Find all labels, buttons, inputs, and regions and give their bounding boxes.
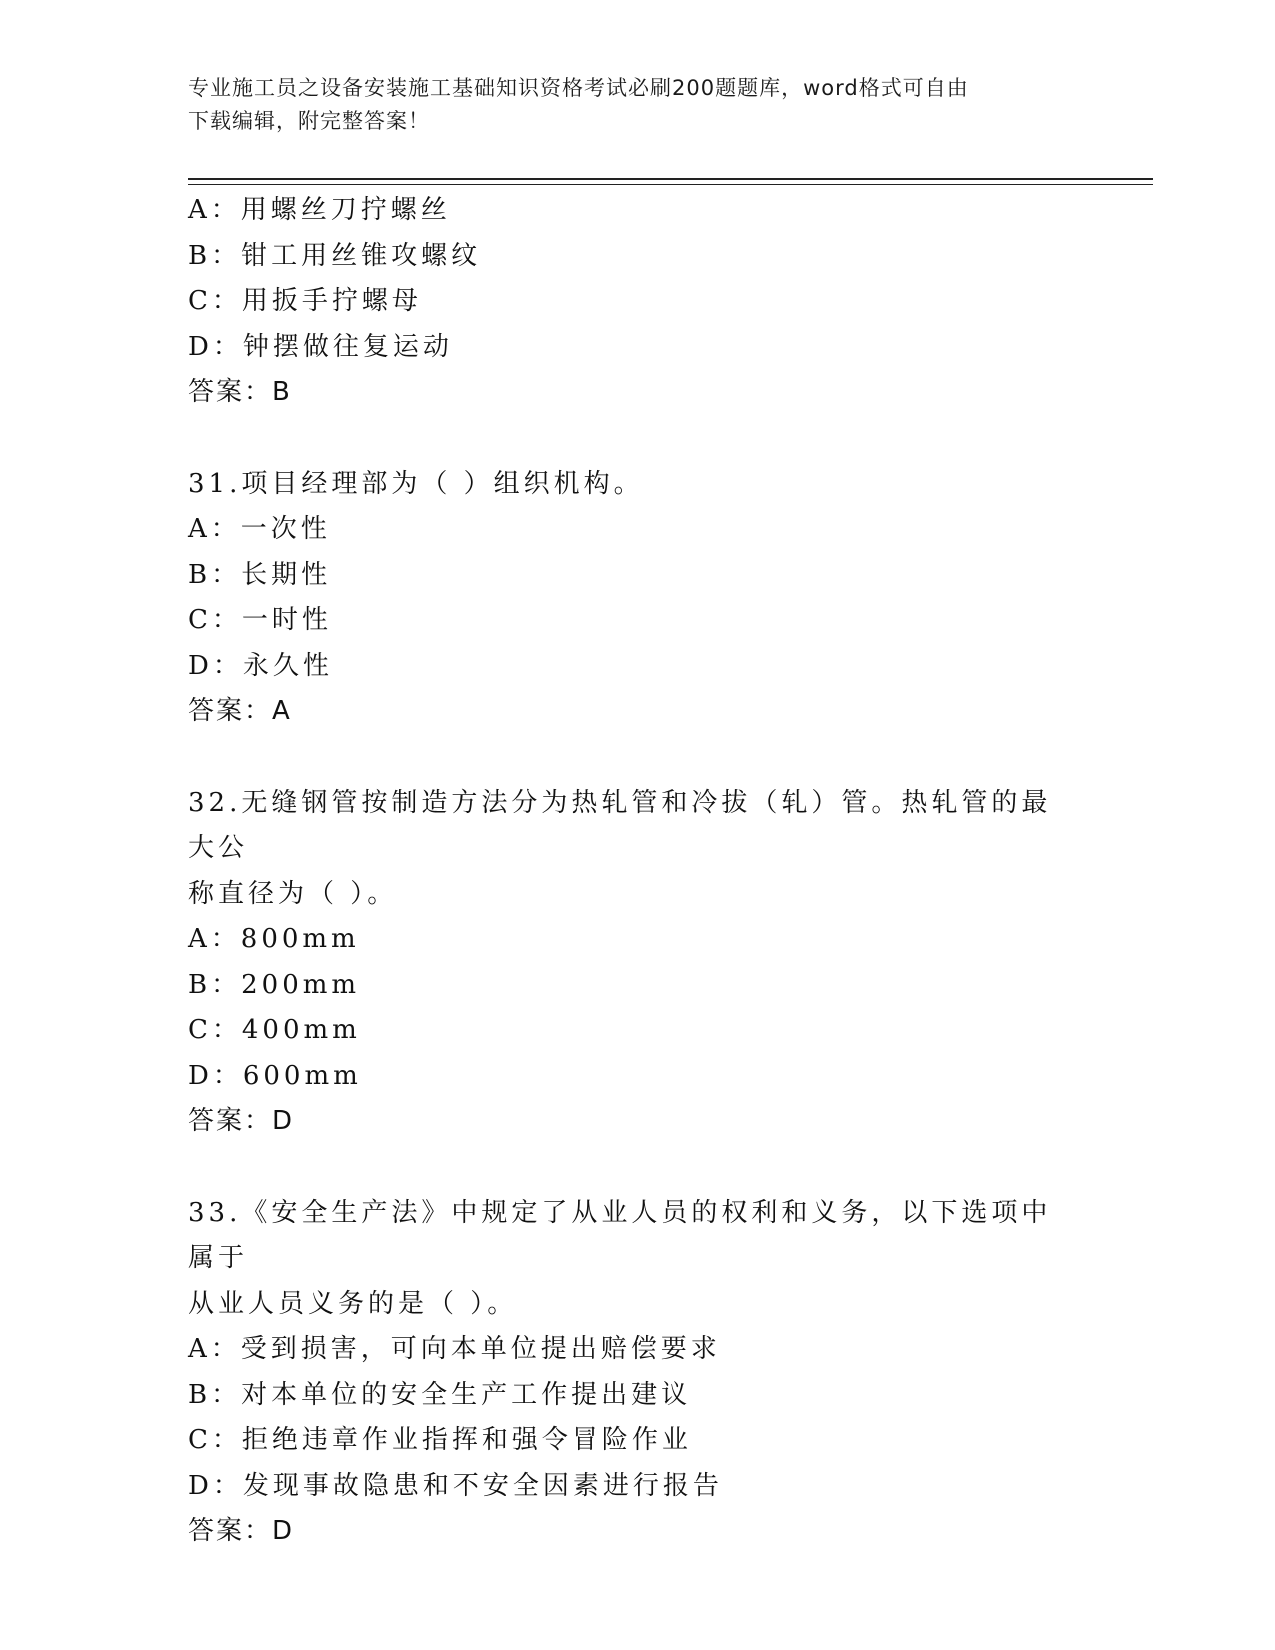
q31-stem: 31.项目经理部为（ ）组织机构。 — [188, 468, 644, 499]
q33-option-c: C：拒绝违章作业指挥和强令冒险作业 — [188, 1425, 692, 1455]
q31-option-b: B：长期性 — [188, 559, 332, 590]
question-33 — [188, 1191, 1088, 1555]
q30-answer: 答案：B — [188, 377, 292, 407]
spacer — [188, 735, 1088, 781]
q30-option-a: A：用螺丝刀拧螺丝 — [188, 195, 451, 225]
question-32 — [188, 781, 1088, 1145]
q33-option-d: D：发现事故隐患和不安全因素进行报告 — [188, 1470, 723, 1501]
document-header — [188, 72, 1068, 138]
header-divider-thick — [188, 178, 1153, 180]
q30-option-b: B：钳工用丝锥攻螺纹 — [188, 240, 482, 271]
q31-answer: 答案：A — [188, 696, 292, 726]
q33-option-a: A：受到损害，可向本单位提出赔偿要求 — [188, 1334, 721, 1364]
q32-answer: 答案：D — [188, 1106, 295, 1136]
q32-option-d: D：600mm — [188, 1060, 362, 1091]
q31-option-a: A：一次性 — [188, 514, 331, 544]
question-30 — [188, 188, 1088, 416]
q33-stem-line-1: 33.《安全生产法》中规定了从业人员的权利和义务，以下选项中属于 — [188, 1197, 1052, 1273]
q32-option-c: C：400mm — [188, 1015, 361, 1045]
q31-option-c: C：一时性 — [188, 605, 332, 635]
q33-stem-line-2: 从业人员义务的是（ ）。 — [188, 1288, 518, 1319]
q33-answer: 答案：D — [188, 1516, 295, 1546]
header-line-2: 下载编辑，附完整答案！ — [188, 109, 430, 133]
q31-option-d: D：永久性 — [188, 650, 333, 681]
spacer — [188, 1145, 1088, 1191]
q32-option-b: B：200mm — [188, 969, 361, 1000]
header-divider-thin — [188, 184, 1153, 185]
header-line-1: 专业施工员之设备安装施工基础知识资格考试必刷200题题库，word格式可自由 — [188, 76, 969, 100]
q30-option-c: C：用扳手拧螺母 — [188, 286, 422, 316]
q33-option-b: B：对本单位的安全生产工作提出建议 — [188, 1379, 692, 1410]
q32-option-a: A：800mm — [188, 924, 360, 954]
q32-stem-line-1: 32.无缝钢管按制造方法分为热轧管和冷拔（轧）管。热轧管的最大公 — [188, 787, 1052, 863]
question-31 — [188, 462, 1088, 735]
q30-option-d: D：钟摆做往复运动 — [188, 331, 453, 362]
question-list — [188, 188, 1088, 1555]
q32-stem-line-2: 称直径为（ ）。 — [188, 878, 398, 909]
spacer — [188, 416, 1088, 462]
